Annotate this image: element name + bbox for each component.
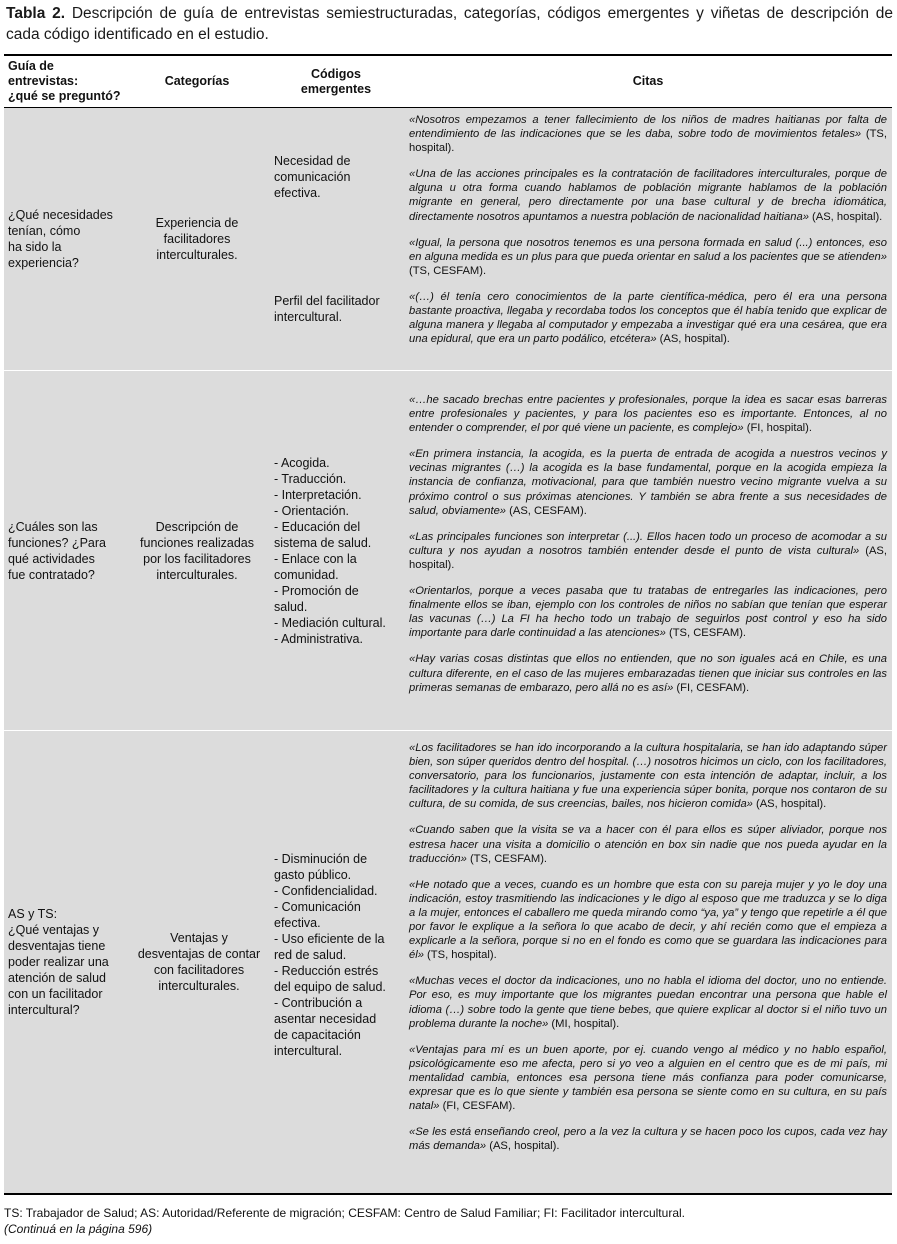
bottom-rule	[4, 1193, 892, 1195]
row-1-guide-text: ¿Qué necesidades tenían, cómo ha sido la experiencia?	[8, 208, 113, 270]
quote-source: (AS, hospital).	[752, 798, 827, 811]
table-title: Descripción de guía de entrevistas semiestructuradas, categorías, códigos emergentes y viñetas de descripción de cada código identificado en el estudio.	[6, 5, 893, 43]
row-3-codes	[274, 851, 396, 1059]
quote-text: «Las principales funciones son interpretar (...). Ellos hacen todo un proceso de acomodar a su cultura y nos ayudan a nosotros también entender desde el punto de vista cultural»	[409, 530, 887, 557]
quote-text: «Nosotros empezamos a tener fallecimiento de los niños de madres haitianas por falta de entendimiento de las indicaciones que se les daba, sobre todo de movimientos fetales»	[409, 114, 887, 141]
row-3-guide	[8, 731, 128, 1193]
abbreviations-note: TS: Trabajador de Salud; AS: Autoridad/Referente de migración; CESFAM: Centro de Salud Familiar; FI: Facilitador intercultural.	[4, 1206, 685, 1220]
quote-text: «Orientarlos, porque a veces pasaba que tu tratabas de entregarles las indicaciones, pero finalmente ellos se iban, ejemplo con los controles de niños no sabían que tenían que esperar las vacunas (…) La FI ha hecho todo un trabajo de seguirlos post control y eso ha sido importante para darle continuidad a las atenciones»	[409, 585, 887, 640]
quote	[409, 1125, 887, 1153]
quote-text: «Muchas veces el doctor da indicaciones, uno no habla el idioma del doctor, uno no entiende. Por eso, es muy importante que los migrantes puedan encontrar una persona que hable el idioma (…) sobre todo la gente que tiene bebes, que quiere explicar al doctor si el niño tuvo un problema durante la noche»	[409, 975, 887, 1030]
quote-source: (TS, hospital).	[409, 128, 887, 155]
row-3-quotes	[409, 741, 887, 1165]
quote-source: (AS, hospital).	[656, 333, 730, 346]
quote-source: (TS, hospital).	[423, 949, 497, 962]
quote-text: «Los facilitadores se han ido incorporando a la cultura hospitalaria, se han ido adaptando súper bien, son súper queridos dentro del hospital. (…) nosotros hicimos un ciclo, con los facilitadores, conversatorio, para los funcionarios, justamente con esta intención de adaptar, incluir, a los facilitadores y la cultura haitiana y fue una experiencia súper bonita, porque nos contaron de su cultura, de su comida, de sus creencias, bailes, nos hicieron comida»	[409, 742, 887, 811]
row-2-category	[131, 371, 263, 730]
quote	[409, 290, 887, 346]
quote	[409, 584, 887, 640]
quote-source: (AS, hospital).	[808, 210, 883, 223]
row-1-category	[131, 108, 263, 370]
quote-source: (FI, CESFAM).	[439, 1100, 516, 1113]
quote	[409, 741, 887, 811]
quote-text: «Ventajas para mí es un buen aporte, por ej. cuando vengo al médico y no hablo español, psicológicamente eso me afecta, pero si yo veo a alguien en el centro que es de mi país, mi mentalidad cambia, entonces esa persona tiene más confianza para poder comunicarse, expresar que es lo que siente y también esa persona se siente como en su cultura, en su país natal»	[409, 1043, 887, 1113]
header-category	[131, 56, 263, 107]
table-label: Tabla 2.	[6, 5, 66, 22]
row-2-guide-text: ¿Cuáles son las funciones? ¿Para qué actividades fue contratado?	[8, 519, 106, 582]
quote-text: «He notado que a veces, cuando es un hombre que esta con su pareja mujer y yo le doy una indicación, estoy trasmitiendo las indicaciones y le digo al esposo que me traduzca y se lo diga a la mujer, entonces el caballero me queda mirando como “ya, ya” y tengo que repetirle a él que por favor le explique a la señora lo que acabo de decir, y ahí recién como que el empieza a explicarle a la señora, porque si no en el fondo es como que se guardara las indicaciones para él»	[409, 878, 887, 962]
quote	[409, 1043, 887, 1113]
row-3-category-text: Ventajas y desventajas de contar con facilitadores interculturales.	[137, 931, 261, 993]
row-2-quotes	[409, 393, 887, 707]
quote-text: «En primera instancia, la acogida, es la puerta de entrada de acogida a nuestros vecinos y vecinas migrantes (…) la acogida es la base fundamental, porque en la acogida empieza la instancia de confianza, motivacional, para que también nuestro vecino migrante vuelva a su próximo control o sus próximas atenciones. Y también se abra frente a sus necesidades de salud, obviamente»	[409, 448, 887, 517]
quote	[409, 974, 887, 1030]
quote	[409, 236, 887, 278]
header-quotes	[409, 56, 887, 107]
quote-source: (TS, CESFAM).	[409, 264, 487, 277]
row-2-category-text: Descripción de funciones realizadas por los facilitadores interculturales.	[140, 519, 254, 582]
quote	[409, 393, 887, 435]
code-item: Necesidad de comunicación efectiva.	[274, 154, 351, 200]
quote-text: «Igual, la persona que nosotros tenemos es una persona formada en salud (...) entonces, eso en alguna medida es un plus para que pueda orientar en salud a los pacientes que se atienden»	[409, 236, 887, 263]
quote	[409, 652, 887, 694]
continued-note: (Continuá en la página 596)	[4, 1222, 153, 1236]
quote	[409, 447, 887, 517]
row-2-guide	[8, 371, 128, 730]
code-item: - Acogida. - Traducción. - Interpretación. - Orientación. - Educación del sistema de salud. - Enlace con la comunidad. - Promoción de salud. - Mediación cultural. - Administrativa.	[274, 456, 386, 646]
row-1-guide	[8, 108, 128, 370]
quote-source: (FI, hospital).	[743, 422, 812, 435]
quote-text: «Una de las acciones principales es la contratación de facilitadores interculturales, porque de alguna u otra forma cuando hablamos de población migrante hablamos de la población migrante en general, pero directamente por una base cultural y de brecha idiomática, directamente nosotros apuntamos a nuestra población de nacionalidad haitiana»	[409, 168, 887, 223]
quote	[409, 167, 887, 223]
header-codes-label: Códigos emergentes	[300, 66, 372, 96]
quote-text: «Se les está enseñando creol, pero a la vez la cultura y se hacen poco los cupos, cada vez hay más demanda»	[409, 1126, 887, 1153]
header-guide	[8, 56, 128, 107]
code-item: Perfil del facilitador intercultural.	[274, 294, 380, 324]
table-footnote	[4, 1205, 685, 1237]
quote-source: (TS, CESFAM).	[665, 627, 747, 640]
quote-text: «Hay varias cosas distintas que ellos no entienden, que no son iguales acá en Chile, es una cultura diferente, en el caso de las mujeres embarazadas tienen que iniciar sus controles en las primeras semanas de embarazo, pero allá no es así»	[409, 653, 887, 694]
row-3-category	[131, 731, 267, 1193]
quote-source: (AS, CESFAM).	[506, 504, 587, 517]
row-1-quotes	[409, 113, 887, 358]
header-category-label: Categorías	[164, 74, 230, 88]
quote	[409, 823, 887, 865]
quote-source: (AS, hospital).	[486, 1140, 560, 1153]
quote-text: «…he sacado brechas entre pacientes y profesionales, porque la idea es sacar esas barreras entre profesionales y pacientes, y para los pacientes eso es importante. Entonces, al no entender o comprender, el por qué viene un paciente, es complejo»	[409, 394, 887, 435]
row-3-guide-text: AS y TS: ¿Qué ventajas y desventajas tiene poder realizar una atención de salud con un facilitador intercultural?	[8, 907, 109, 1017]
code-item: - Disminución de gasto público. - Confidencialidad. - Comunicación efectiva. - Uso eficiente de la red de salud. - Reducción estrés del equipo de salud. - Contribución a asentar necesidad de capacitación intercultural.	[274, 852, 386, 1058]
row-1-code-1	[274, 153, 396, 201]
quote	[409, 113, 887, 155]
quote-text: «Cuando saben que la visita se va a hacer con él para ellos es súper aliviador, porque nos estresa hacer una visita a domicilio o atención en box sin nadie que nos pueda ayudar en la traducción»	[409, 824, 887, 865]
header-codes	[274, 56, 398, 107]
row-2-codes	[274, 455, 396, 647]
table-caption	[6, 3, 893, 45]
quote-text: «(…) él tenía cero conocimientos de la parte científica-médica, pero él era una persona bastante proactiva, llegaba y recordaba todos los conceptos que él había tenido que explicar de alguna manera y llegaba al computador y empezaba a investigar qué era una cesárea, que era una epidural, que era un parto podálico, etcétera»	[409, 290, 887, 346]
row-1-category-text: Experiencia de facilitadores interculturales.	[155, 216, 239, 262]
quote-source: (AS, hospital).	[409, 544, 887, 571]
header-guide-label: Guía de entrevistas: ¿qué se preguntó?	[8, 59, 121, 103]
row-1-code-2	[274, 293, 396, 325]
quote	[409, 878, 887, 963]
quote	[409, 530, 887, 572]
quote-source: (FI, CESFAM).	[673, 681, 750, 694]
quote-source: (MI, hospital).	[548, 1017, 620, 1030]
quote-source: (TS, CESFAM).	[466, 852, 548, 865]
header-quotes-label: Citas	[632, 74, 664, 88]
